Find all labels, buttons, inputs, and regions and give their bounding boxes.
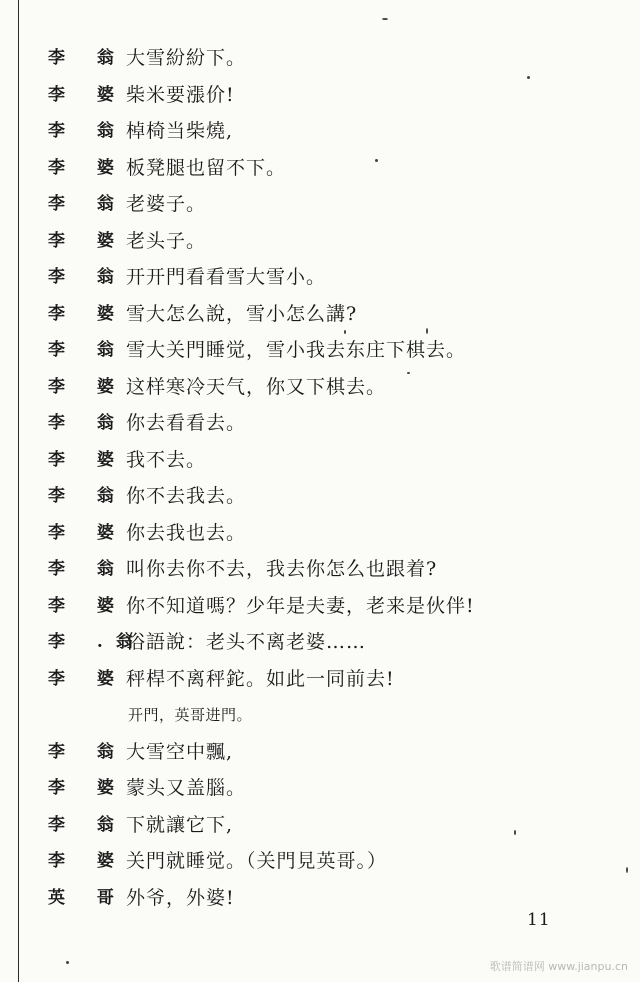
dialogue-text: 你去我也去。 <box>126 521 247 544</box>
print-speck <box>514 830 516 835</box>
dialogue-text: 雪大怎么說，雪小怎么講? <box>126 302 358 325</box>
dialogue-text: 你不知道嗎？少年是夫妻，老来是伙伴! <box>126 594 475 617</box>
dialogue-text: 蒙头又盖腦。 <box>126 777 247 799</box>
dialogue-line <box>48 551 618 588</box>
dialogue-text: 雪大关門睡觉，雪小我去东庄下棋去。 <box>126 339 467 361</box>
speaker-name: 英 哥 <box>48 887 127 908</box>
speaker-name: 李 婆 <box>48 376 127 397</box>
dialogue-text: 下就讓它下, <box>126 813 234 836</box>
print-speck <box>375 159 378 162</box>
speaker-name: 李 翁 <box>48 741 127 762</box>
dialogue-text: 秤桿不离秤鉈。如此一同前去! <box>126 667 395 690</box>
dialogue-text: 这样寒冷天气，你又下棋去。 <box>126 375 387 398</box>
dialogue-text: 外爷，外婆! <box>126 886 235 909</box>
speaker-name: 李 翁 <box>48 814 127 835</box>
speaker-name: 李 翁 <box>48 559 127 579</box>
print-speck <box>527 76 530 79</box>
speaker-name: 李 婆 <box>48 668 127 689</box>
speaker-name: 李 翁 <box>48 486 127 506</box>
print-speck <box>426 328 428 334</box>
dialogue-text: 大雪紛紛下。 <box>126 47 247 69</box>
dialogue-text: 俗語說：老头不离老婆…… <box>126 631 367 653</box>
dialogue-line <box>48 369 618 406</box>
dialogue-text: 你不去我去。 <box>126 485 247 507</box>
dialogue-line <box>48 296 618 333</box>
dialogue-line <box>48 807 618 844</box>
dialogue-line <box>48 186 618 223</box>
print-speck <box>66 961 69 964</box>
page-number: 11 <box>527 910 551 930</box>
speaker-name: 李 婆 <box>48 303 127 324</box>
speaker-name: 李 翁 <box>48 48 127 68</box>
print-speck <box>407 372 410 374</box>
dialogue-line <box>48 515 618 552</box>
speaker-name: 李 婆 <box>48 230 127 251</box>
dialogue-text: 大雪空中飄, <box>126 740 234 763</box>
speaker-name: 李 婆 <box>48 157 127 178</box>
dialogue-line <box>48 150 618 187</box>
stage-direction: 开門，英哥进門。 <box>128 706 253 724</box>
print-speck <box>344 330 346 334</box>
speaker-name: 李 翁 <box>48 194 127 214</box>
dialogue-text: 板凳腿也留不下。 <box>126 156 287 179</box>
speaker-name: 李 婆 <box>48 84 127 105</box>
print-speck <box>626 867 628 873</box>
binding-edge-line <box>18 0 19 982</box>
dialogue-text: 你去看看去。 <box>126 412 247 434</box>
speaker-name: 李 翁 <box>48 340 127 360</box>
speaker-name: 李 翁 <box>48 121 127 141</box>
dialogue-line <box>48 734 618 771</box>
speaker-name: 李 婆 <box>48 595 127 616</box>
dialogue-text: 关門就睡觉。（关門見英哥。） <box>126 850 388 872</box>
dialogue-text: 老婆子。 <box>126 193 207 215</box>
dialogue-line <box>48 478 618 515</box>
dialogue-line <box>48 442 618 479</box>
script-body <box>48 40 618 916</box>
dialogue-text: 棹椅当柴燒, <box>126 120 234 142</box>
dialogue-text: 我不去。 <box>126 448 207 471</box>
dialogue-text: 叫你去你不去，我去你怎么也跟着? <box>126 558 438 580</box>
dialogue-line <box>48 332 618 369</box>
dialogue-line <box>48 661 618 698</box>
dialogue-text: 开开門看看雪大雪小。 <box>126 266 327 288</box>
speaker-name: 李 婆 <box>48 522 127 543</box>
dialogue-line <box>48 843 618 880</box>
dialogue-line <box>48 405 618 442</box>
dialogue-text: 老头子。 <box>126 229 207 252</box>
speaker-name: 李 婆 <box>48 449 127 470</box>
dialogue-line <box>48 77 618 114</box>
speaker-name: 李 翁 <box>48 267 127 287</box>
speaker-name: 李 婆 <box>48 778 127 798</box>
speaker-name: 李 婆 <box>48 851 127 871</box>
dialogue-line <box>48 223 618 260</box>
dialogue-line <box>48 588 618 625</box>
dialogue-text: 柴米要漲价! <box>126 83 235 106</box>
speaker-name: 李 .翁 <box>48 632 146 652</box>
dialogue-line <box>48 770 618 807</box>
dialogue-line <box>48 259 618 296</box>
dialogue-line <box>48 113 618 150</box>
dialogue-line <box>48 40 618 77</box>
stage-direction-line <box>48 697 618 734</box>
dialogue-line <box>48 624 618 661</box>
site-watermark: 歌谱简谱网 www.jianpu.cn <box>489 960 628 973</box>
print-speck <box>382 18 388 20</box>
speaker-name: 李 翁 <box>48 413 127 433</box>
